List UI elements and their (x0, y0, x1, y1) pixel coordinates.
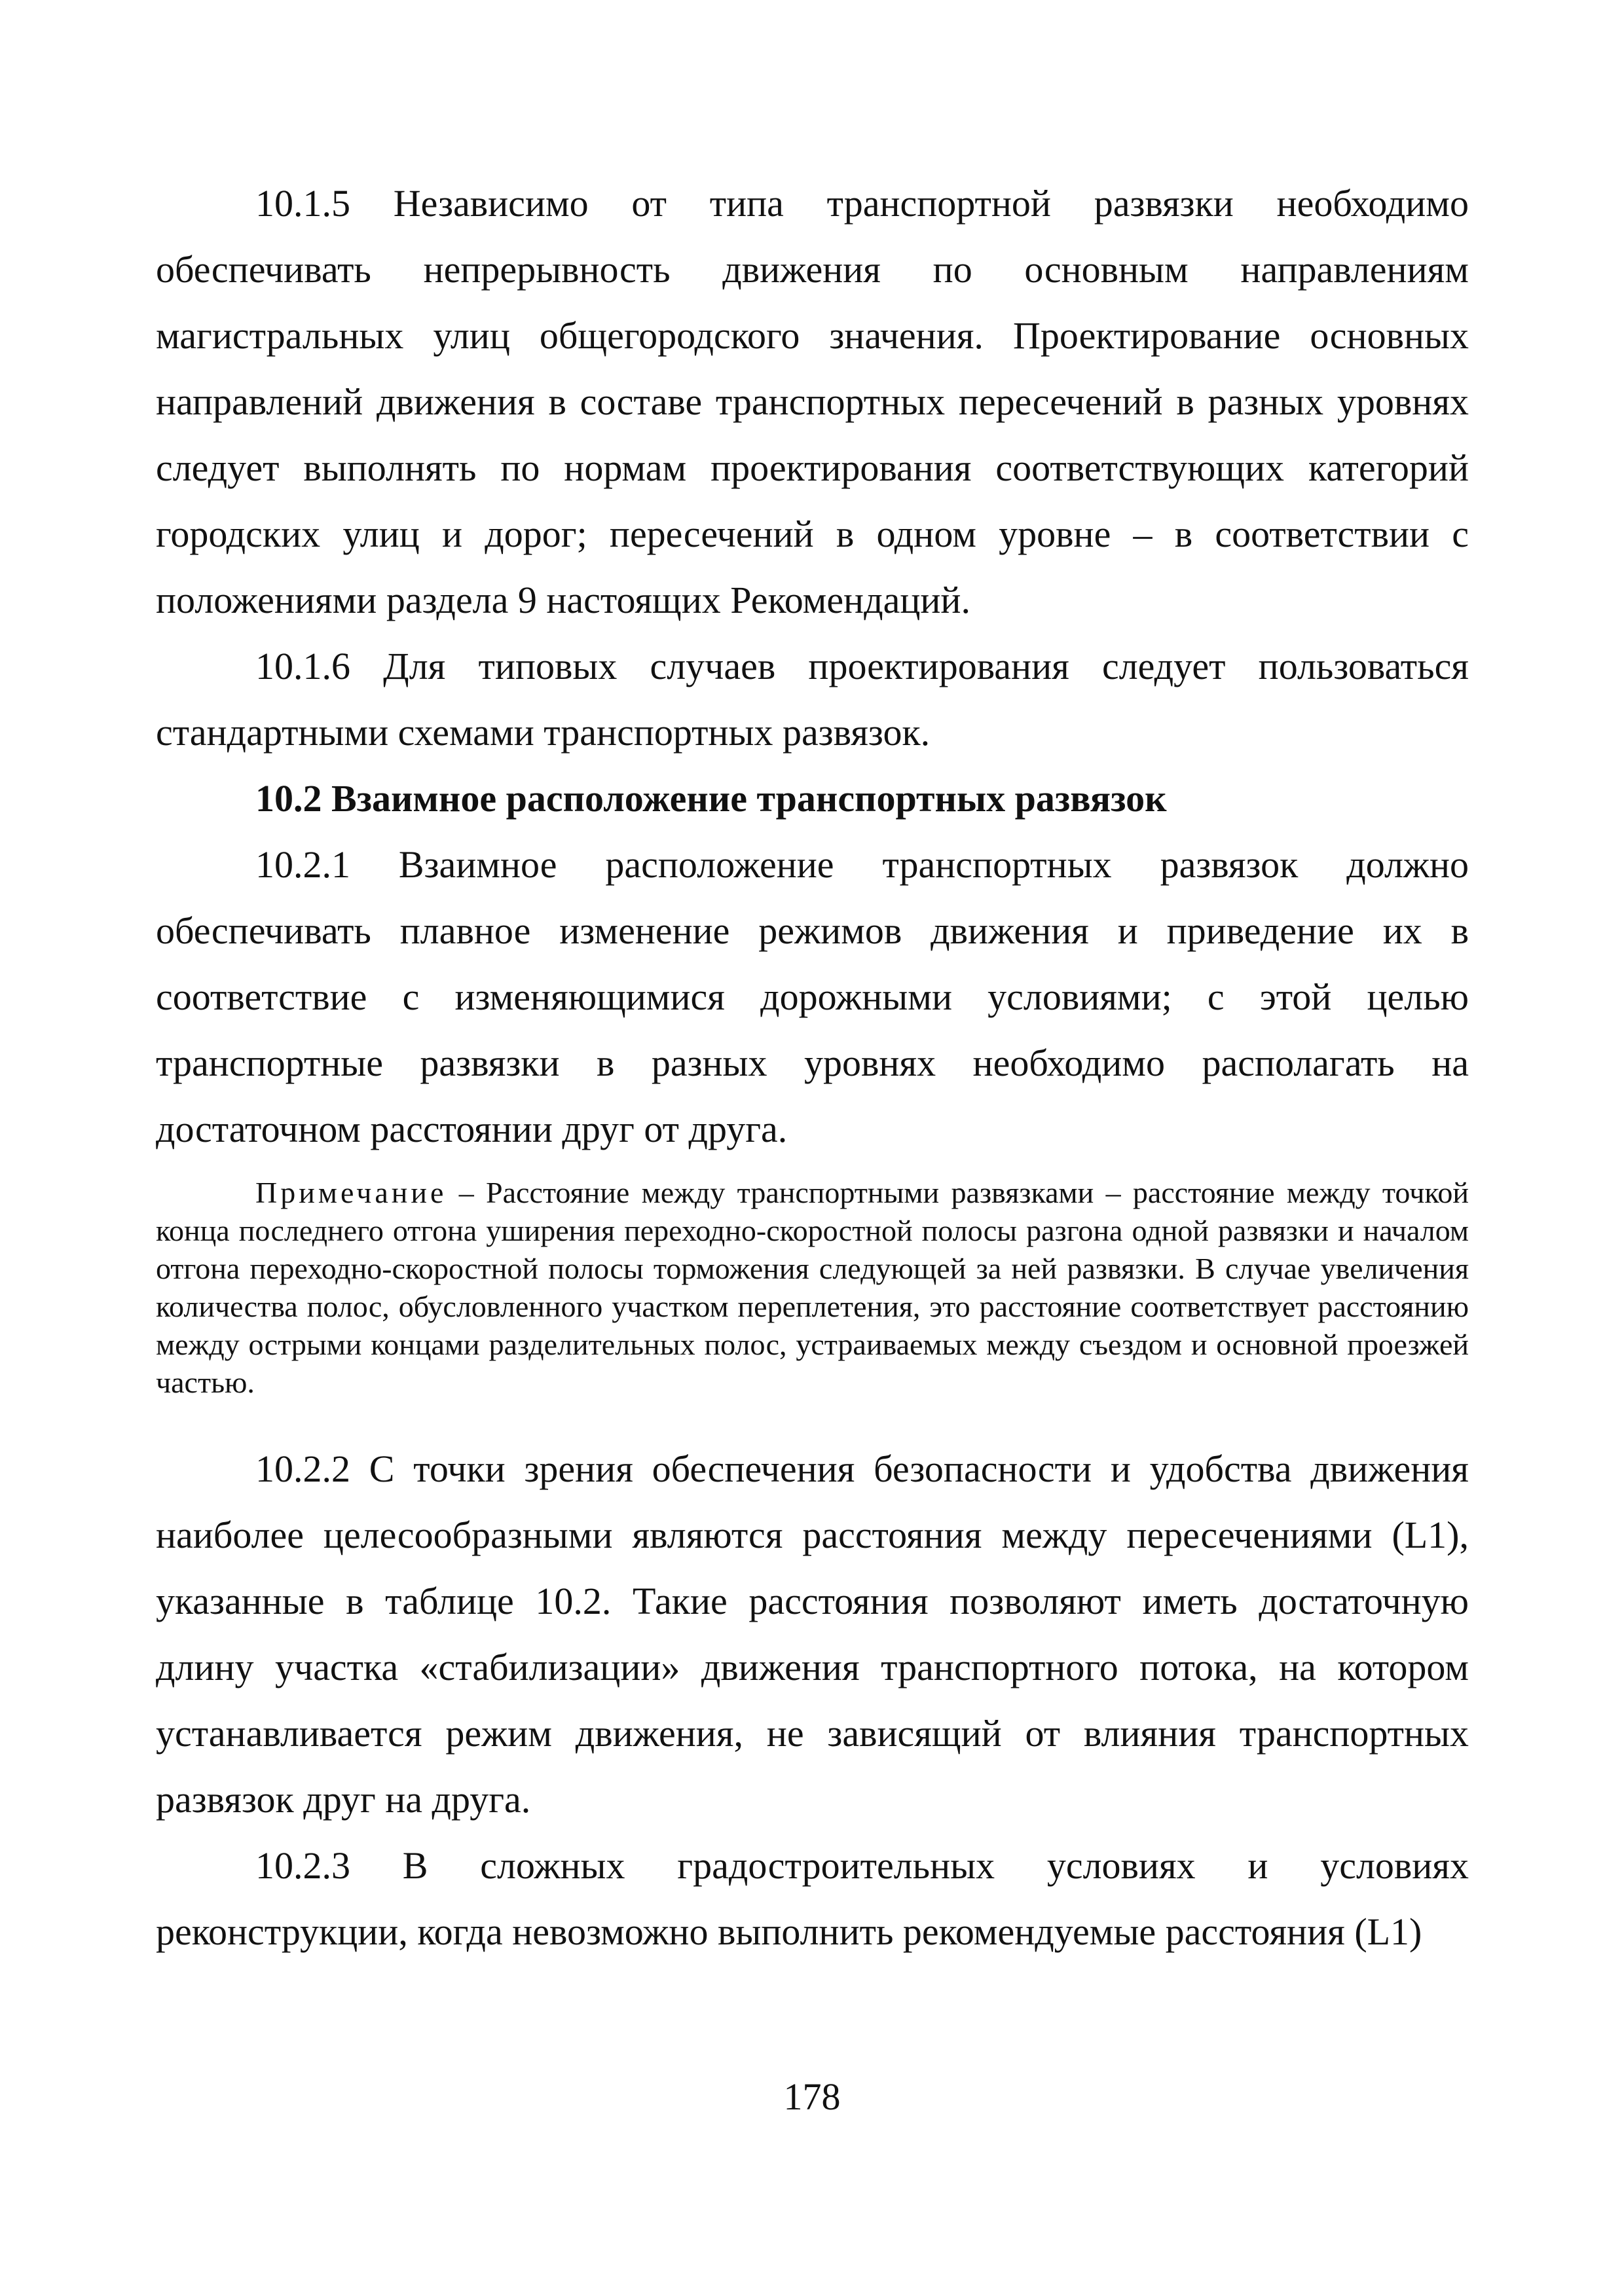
note-text: – Расстояние между транспортными развязками – расстояние между точкой конца последнего отгона уширения переходно-скоростной полосы разгона одной развязки и началом отгона переходно-скоростной полосы торможения следующей за ней развязки. В случае увеличения количества полос, обусловленного участком переплетения, это расстояние соответствует расстоянию между острыми концами разделительных полос, устраиваемых между съездом и основной проезжей частью. (156, 1176, 1469, 1399)
note-label: Примечание (255, 1176, 447, 1209)
paragraph-10-2-2: 10.2.2 С точки зрения обеспечения безопасности и удобства движения наиболее целесообразными являются расстояния между пересечениями (L1), указанные в таблице 10.2. Такие расстояния позволяют иметь достаточную длину участка «стабилизации» движения транспортного потока, на котором устанавливается режим движения, не зависящий от влияния транспортных развязок друг на друга. (156, 1448, 1469, 1821)
page-number: 178 (783, 2075, 841, 2118)
section-heading-10-2: 10.2 Взаимное расположение транспортных развязок (255, 777, 1167, 820)
paragraph-10-2-3: 10.2.3 В сложных градостроительных условиях и условиях реконструкции, когда невозможно выполнить рекомендуемые расстояния (L1) (156, 1844, 1469, 1953)
paragraph-10-1-6: 10.1.6 Для типовых случаев проектирования следует пользоваться стандартными схемами транспортных развязок. (156, 645, 1469, 754)
paragraph-10-1-5: 10.1.5 Независимо от типа транспортной развязки необходимо обеспечивать непрерывность движения по основным направлениям магистральных улиц общегородского значения. Проектирование основных направлений движения в составе транспортных пересечений в разных уровнях следует выполнять по нормам проектирования соответствующих категорий городских улиц и дорог; пересечений в одном уровне – в соответствии с положениями раздела 9 настоящих Рекомендаций. (156, 182, 1469, 621)
note-block (156, 1174, 1469, 1402)
document-page (156, 170, 1469, 1965)
paragraph-10-2-1: 10.2.1 Взаимное расположение транспортных развязок должно обеспечивать плавное изменение режимов движения и приведение их в соответствие с изменяющимися дорожными условиями; с этой целью транспортные развязки в разных уровнях необходимо располагать на достаточном расстоянии друг от друга. (156, 843, 1469, 1150)
